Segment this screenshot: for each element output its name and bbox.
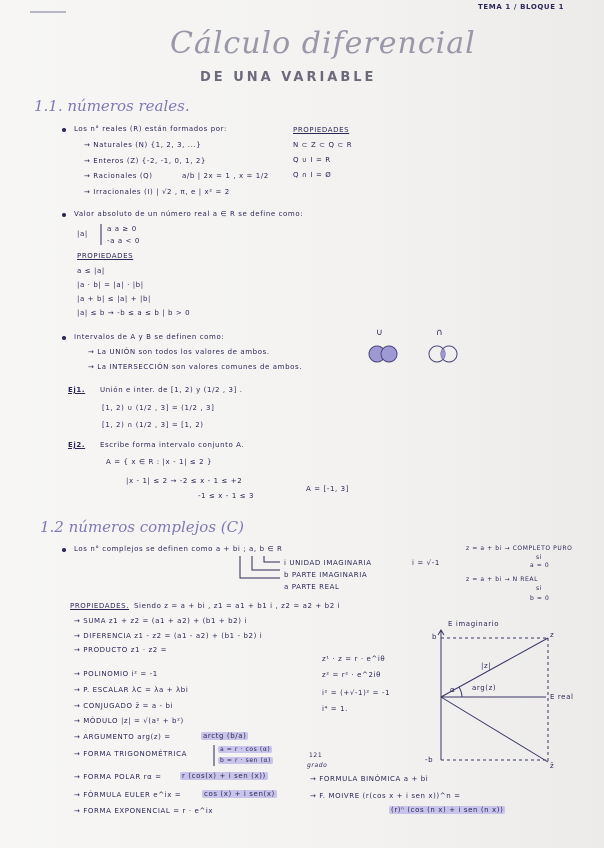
ej2-step-2: -1 ≤ x - 1 ≤ 3 bbox=[198, 492, 255, 500]
axis-imaginario: E imaginario bbox=[448, 620, 500, 628]
forma-polar: → FORMA POLAR rα = bbox=[74, 773, 162, 781]
potencia-4: i⁴ = 1. bbox=[322, 705, 348, 713]
section-heading-reales: 1.1. números reales. bbox=[34, 97, 190, 115]
enteros: → Enteros (Z) {-2, -1, 0, 1, 2} bbox=[84, 157, 206, 165]
regla-real-cond: b = 0 bbox=[530, 595, 550, 602]
producto: → PRODUCTO z1 · z2 = bbox=[74, 646, 168, 654]
forma-polar-valor: r (cos(x) + i sen (x)) bbox=[182, 772, 266, 780]
abs-prop-title: PROPIEDADES bbox=[77, 252, 134, 260]
intersection-symbol: ∩ bbox=[436, 328, 444, 338]
irracionales: → Irracionales (I) | √2 , π, e | x² = 2 bbox=[84, 188, 230, 196]
unidad-imaginaria-valor: i = √-1 bbox=[412, 559, 440, 567]
diferencia: → DIFERENCIA z1 - z2 = (a1 - a2) + (b1 - b2) i bbox=[74, 632, 263, 640]
grado-label: grado bbox=[307, 762, 328, 769]
forma-trigonometrica: → FORMA TRIGONOMÉTRICA bbox=[74, 750, 187, 758]
intervalos-union: → La UNIÓN son todos los valores de ambos. bbox=[88, 348, 270, 356]
racionales-label: → Racionales (Q) bbox=[84, 172, 153, 180]
regla-puro-cond: a = 0 bbox=[530, 562, 550, 569]
label-z-conjugado: z̄ bbox=[550, 762, 555, 770]
formula-moivre: → F. MOIVRE (r(cos x + i sen x))^n = bbox=[310, 792, 461, 800]
trig-b: b = r · sen (α) bbox=[220, 757, 272, 764]
section-heading-complejos: 1.2 números complejos (C) bbox=[40, 518, 244, 536]
abs-prop-1: a ≤ |a| bbox=[77, 267, 105, 275]
label-modulo: |z| bbox=[481, 662, 492, 670]
abs-intro: Valor absoluto de un número real a ∈ R se define como: bbox=[74, 210, 304, 218]
escalar: → P. ESCALAR λC = λa + λbi bbox=[74, 686, 189, 694]
unidad-imaginaria: i UNIDAD IMAGINARIA bbox=[284, 559, 372, 567]
ej2-result: A = [-1, 3] bbox=[306, 485, 350, 493]
complejos-prop-title: PROPIEDADES. bbox=[70, 602, 130, 610]
union-symbol: ∪ bbox=[376, 328, 384, 338]
label-argumento: arg(z) bbox=[472, 684, 497, 692]
ej1-interseccion: [1, 2) ∩ (1/2 , 3] = [1, 2) bbox=[102, 421, 204, 429]
label-b: b bbox=[432, 633, 438, 641]
label-minus-b: -b bbox=[425, 756, 434, 764]
suma: → SUMA z1 + z2 = (a1 + a2) + (b1 + b2) i bbox=[74, 617, 247, 625]
abs-lhs: |a| bbox=[77, 230, 88, 238]
ej2-set: A = { x ∈ R : |x - 1| ≤ 2 } bbox=[106, 458, 213, 466]
venn-union-icon bbox=[369, 346, 397, 362]
argumento: → ARGUMENTO arg(z) = bbox=[74, 733, 171, 741]
brace-complejos bbox=[240, 556, 280, 578]
axis-real: E real bbox=[550, 693, 574, 701]
page-subtitle: DE UNA VARIABLE bbox=[200, 70, 377, 85]
conjugado: → CONJUGADO z̄ = a - bi bbox=[74, 702, 174, 710]
formula-euler: → FÓRMULA EULER e^ix = bbox=[74, 791, 182, 799]
regla-real: z = a + bi → N REAL bbox=[466, 576, 539, 583]
potencia-2: z² = r² · e^2iθ bbox=[322, 671, 382, 679]
argumento-valor: arctg (b/a) bbox=[203, 732, 247, 740]
parte-real: a PARTE REAL bbox=[284, 583, 340, 591]
ej1-label: Ej1. bbox=[68, 386, 86, 394]
complejos-intro: Los n° complejos se definen como a + bi ; a, b ∈ R bbox=[74, 545, 283, 553]
ej2-label: Ej2. bbox=[68, 441, 86, 449]
formula-euler-valor: cos (x) + i sen(x) bbox=[204, 790, 275, 798]
reales-prop-3: Q ∩ I = Ø bbox=[293, 171, 332, 179]
page-title: Cálculo diferencial bbox=[170, 26, 476, 61]
complejos-prop-given: Siendo z = a + bi , z1 = a1 + b1 i , z2 = a2 + b2 i bbox=[134, 602, 341, 610]
formula-moivre-valor: (r)ⁿ (cos (n x) + i sen (n x)) bbox=[391, 806, 504, 814]
potencia-1: z¹ · z = r · e^iθ bbox=[322, 655, 386, 663]
potencia-3: i² = (+√-1)² = -1 bbox=[322, 689, 391, 697]
ej1-union: [1, 2) ∪ (1/2 , 3] = (1/2 , 3] bbox=[102, 404, 215, 412]
forma-exponencial: → FORMA EXPONENCIAL = r · e^ix bbox=[74, 807, 214, 815]
abs-prop-4: |a| ≤ b → -b ≤ a ≤ b | b > 0 bbox=[77, 309, 191, 317]
trig-a: a = r · cos (α) bbox=[220, 746, 271, 753]
ej2-text: Escribe forma intervalo conjunto A. bbox=[100, 441, 245, 449]
regla-real-si: si bbox=[536, 585, 542, 592]
abs-case-2: -a a < 0 bbox=[107, 237, 140, 245]
abs-prop-2: |a · b| = |a| · |b| bbox=[77, 281, 144, 289]
reales-prop-title: PROPIEDADES bbox=[293, 126, 350, 134]
reales-prop-1: N ⊂ Z ⊂ Q ⊂ R bbox=[293, 141, 353, 149]
polinomio: → POLINOMIO i² = -1 bbox=[74, 670, 158, 678]
ej1-text: Unión e inter. de [1, 2) y (1/2 , 3] . bbox=[100, 386, 243, 394]
reales-prop-2: Q ∪ I = R bbox=[293, 156, 331, 164]
abs-case-1: a a ≥ 0 bbox=[107, 225, 137, 233]
label-z: z bbox=[550, 631, 555, 639]
complex-plane-diagram bbox=[438, 630, 548, 762]
abs-prop-3: |a + b| ≤ |a| + |b| bbox=[77, 295, 151, 303]
label-alpha: α bbox=[450, 686, 456, 694]
parte-imaginaria: b PARTE IMAGINARIA bbox=[284, 571, 368, 579]
regla-puro: z = a + bi → COMPLETO PURO bbox=[466, 545, 573, 552]
naturales: → Naturales (N) {1, 2, 3, ...} bbox=[84, 141, 202, 149]
intervalos-intro: Intervalos de A y B se definen como: bbox=[74, 333, 225, 341]
modulo: → MÓDULO |z| = √(a² + b²) bbox=[74, 717, 184, 725]
formula-binomica: → FORMULA BINÓMICA a + bi bbox=[310, 775, 429, 783]
reales-intro: Los n° reales (R) están formados por: bbox=[74, 125, 227, 133]
grado-numero: 121 bbox=[309, 752, 323, 759]
regla-puro-si: si bbox=[536, 554, 542, 561]
intervalos-interseccion: → La INTERSECCIÓN son valores comunes de ambos. bbox=[88, 363, 303, 371]
page-tag: TEMA 1 / BLOQUE 1 bbox=[478, 3, 565, 11]
ej2-step-1: |x - 1| ≤ 2 → -2 ≤ x - 1 ≤ +2 bbox=[126, 477, 243, 485]
venn-intersection-icon bbox=[429, 346, 457, 362]
racionales-def: a/b | 2x = 1 , x = 1/2 bbox=[182, 172, 269, 180]
